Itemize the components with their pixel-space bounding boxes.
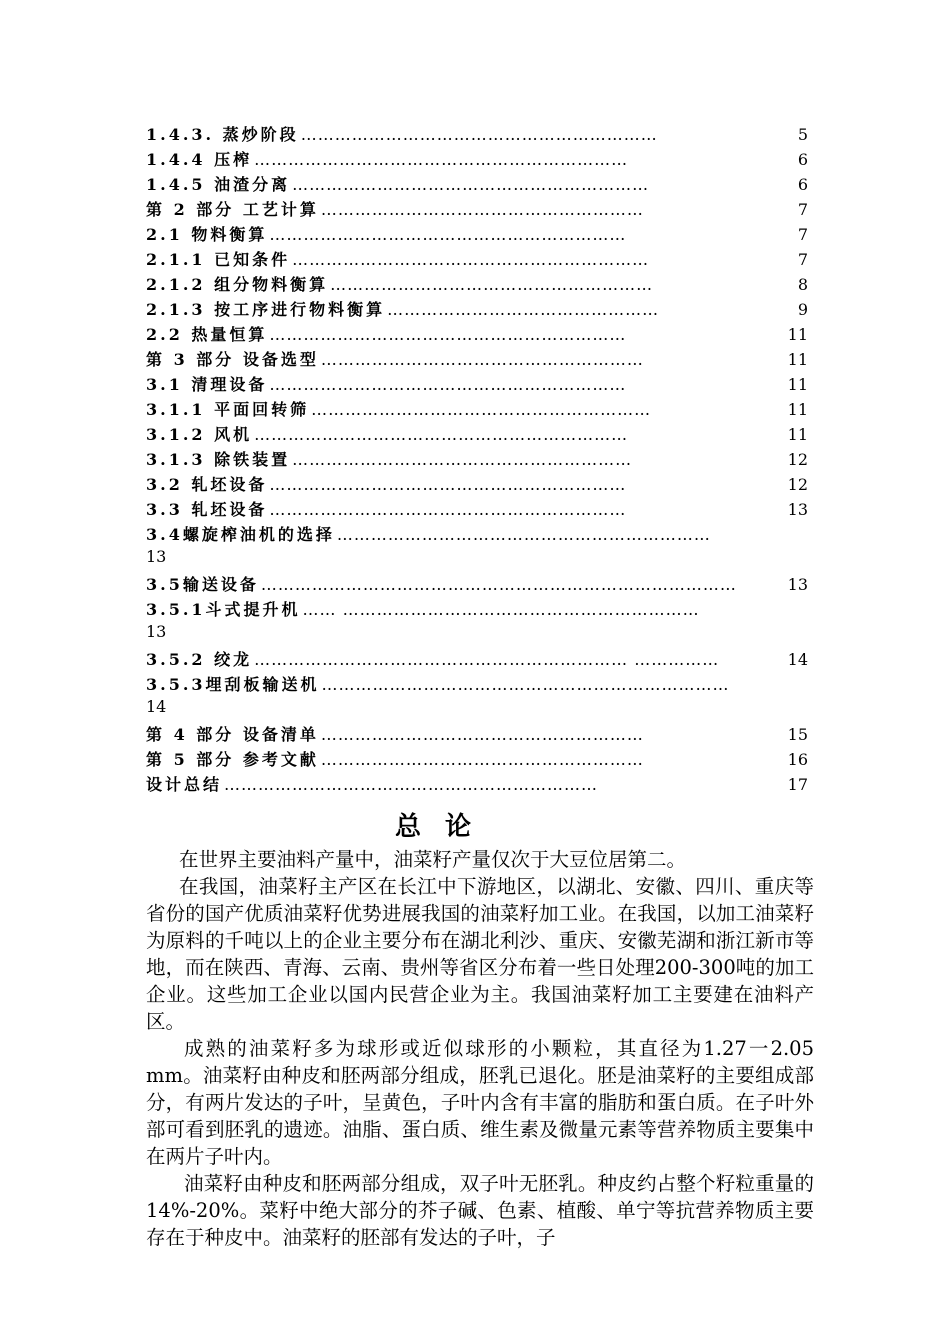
- toc-leader-dots: ………………………………………………………: [292, 175, 650, 194]
- toc-page-line: [146, 697, 808, 722]
- toc-entry[interactable]: [146, 347, 808, 372]
- toc-entry-title: 第 4 部分 设备清单: [146, 725, 319, 744]
- toc-leader-dots: …………………………………………………: [320, 750, 644, 769]
- toc-entry-title: 第 5 部分 参考文献: [146, 750, 319, 769]
- toc-entry[interactable]: [146, 672, 808, 697]
- toc-entry-title: 3.3 轧坯设备: [146, 500, 268, 519]
- toc-leader-dots: ………………………………………………………: [269, 475, 627, 494]
- toc-entry[interactable]: [146, 647, 808, 672]
- toc-entry-title: 3.4螺旋榨油机的选择: [146, 525, 335, 544]
- toc-page-number: 6: [797, 175, 808, 194]
- toc-entry-title: 3.1.3 除铁装置: [146, 450, 291, 469]
- toc-page-number: 15: [787, 725, 808, 744]
- toc-entry-title: 1.4.3. 蒸炒阶段: [146, 125, 299, 144]
- toc-entry-title: 3.2 轧坯设备: [146, 475, 268, 494]
- toc-entry[interactable]: [146, 297, 808, 322]
- toc-page-number: 13: [787, 500, 808, 519]
- toc-page-number: 11: [787, 425, 808, 444]
- toc-entry[interactable]: [146, 172, 808, 197]
- toc-leader-dots: ………………………………………………………………: [321, 675, 730, 694]
- toc-entry-title: 1.4.4 压榨: [146, 150, 253, 169]
- toc-leader-dots: ………………………………………………………: [269, 500, 627, 519]
- toc-page-number: 17: [787, 775, 808, 794]
- toc-entry-title: 第 3 部分 设备选型: [146, 350, 319, 369]
- toc-entry[interactable]: [146, 447, 808, 472]
- toc-entry[interactable]: [146, 497, 808, 522]
- toc-leader-dots: …………………………………………………: [320, 200, 644, 219]
- toc-leader-dots: …………………………………………: [387, 300, 660, 319]
- table-of-contents: [146, 122, 808, 797]
- toc-page-line: [146, 547, 808, 572]
- toc-leader-dots: ………………………………………………………: [269, 375, 627, 394]
- toc-entry-title: 3.5.1斗式提升机: [146, 600, 301, 619]
- toc-page-number: 14: [146, 697, 167, 716]
- toc-entry[interactable]: [146, 422, 808, 447]
- toc-entry-title: 2.2 热量恒算: [146, 325, 268, 344]
- toc-leader-dots: …………………………………………………: [320, 350, 644, 369]
- paragraph: 成熟的油菜籽多为球形或近似球形的小颗粒，其直径为1.27一2.05 mm。油菜籽由种皮和胚两部分组成，胚乳已退化。胚是油菜籽的主要组成部分，有两片发达的子叶，呈黄色，子叶内含有丰富的脂肪和蛋白质。在子叶外部可看到胚乳的遗迹。油脂、蛋白质、维生素及微量元素等营养物质主要集中在两片子叶内。: [146, 1037, 814, 1168]
- section-heading: 总论: [394, 812, 495, 842]
- toc-leader-dots: ………………………………………………………: [269, 225, 627, 244]
- toc-page-number: 13: [787, 575, 808, 594]
- toc-entry[interactable]: [146, 272, 808, 297]
- toc-leader-dots: ………………………………………………………… ……………: [254, 650, 720, 669]
- toc-page-number: 11: [787, 400, 808, 419]
- toc-entry-title: 3.1.1 平面回转筛: [146, 400, 310, 419]
- toc-entry[interactable]: [146, 147, 808, 172]
- toc-entry-title: 3.5输送设备: [146, 575, 259, 594]
- toc-page-number: 13: [146, 622, 167, 641]
- toc-entry[interactable]: [146, 572, 808, 597]
- toc-leader-dots: …………………………………………………: [330, 275, 654, 294]
- toc-entry[interactable]: [146, 747, 808, 772]
- toc-leader-dots: ………………………………………………………: [292, 250, 650, 269]
- toc-page-number: 6: [797, 150, 808, 169]
- toc-entry[interactable]: [146, 222, 808, 247]
- toc-leader-dots: …………………………………………………: [320, 725, 644, 744]
- toc-page-number: 11: [787, 325, 808, 344]
- toc-entry-title: 2.1.1 已知条件: [146, 250, 291, 269]
- toc-entry[interactable]: [146, 472, 808, 497]
- toc-page-number: 11: [787, 375, 808, 394]
- toc-entry[interactable]: [146, 322, 808, 347]
- toc-page-number: 8: [797, 275, 808, 294]
- paragraph: 在世界主要油料产量中，油菜籽产量仅次于大豆位居第二。: [179, 848, 687, 871]
- toc-page-number: 7: [797, 250, 808, 269]
- toc-page-number: 9: [797, 300, 808, 319]
- toc-leader-dots: ……………………………………………………: [292, 450, 633, 469]
- toc-entry-title: 1.4.5 油渣分离: [146, 175, 291, 194]
- toc-page-number: 11: [787, 350, 808, 369]
- toc-leader-dots: …… ………………………………………………………: [302, 600, 700, 619]
- toc-page-number: 5: [797, 125, 808, 144]
- toc-entry-title: 3.1.2 风机: [146, 425, 253, 444]
- toc-entry[interactable]: [146, 247, 808, 272]
- toc-page-number: 14: [787, 650, 808, 669]
- toc-page-line: [146, 622, 808, 647]
- toc-leader-dots: …………………………………………………………………………: [260, 575, 737, 594]
- toc-entry-title: 第 2 部分 工艺计算: [146, 200, 319, 219]
- toc-page-number: 12: [787, 475, 808, 494]
- toc-entry[interactable]: [146, 122, 808, 147]
- toc-entry-title: 设计总结: [146, 775, 223, 794]
- toc-entry-title: 3.1 清理设备: [146, 375, 268, 394]
- toc-entry[interactable]: [146, 197, 808, 222]
- toc-entry[interactable]: [146, 772, 808, 797]
- toc-entry-title: 2.1.2 组分物料衡算: [146, 275, 329, 294]
- paragraph: 油菜籽由种皮和胚两部分组成，双子叶无胚乳。种皮约占整个籽粒重量的14%-20%。菜籽中绝大部分的芥子碱、色素、植酸、单宁等抗营养物质主要存在于种皮中。油菜籽的胚部有发达的子叶，子: [146, 1172, 814, 1249]
- toc-entry[interactable]: [146, 597, 808, 622]
- toc-page-number: 13: [146, 547, 167, 566]
- toc-entry-title: 2.1.3 按工序进行物料衡算: [146, 300, 386, 319]
- toc-page-number: 7: [797, 200, 808, 219]
- toc-entry[interactable]: [146, 372, 808, 397]
- toc-leader-dots: …………………………………………………………: [254, 150, 629, 169]
- toc-page-number: 7: [797, 225, 808, 244]
- toc-leader-dots: ……………………………………………………: [311, 400, 652, 419]
- toc-leader-dots: …………………………………………………………: [336, 525, 711, 544]
- toc-page-number: 16: [787, 750, 808, 769]
- toc-leader-dots: …………………………………………………………: [224, 775, 599, 794]
- toc-entry[interactable]: [146, 522, 808, 547]
- toc-entry-title: 3.5.3埋刮板输送机: [146, 675, 320, 694]
- body-text: [146, 846, 814, 1251]
- paragraph: 在我国，油菜籽主产区在长江中下游地区，以湖北、安徽、四川、重庆等省份的国产优质油菜籽优势进展我国的油菜籽加工业。在我国，以加工油菜籽为原料的千吨以上的企业主要分布在湖北利沙、重庆、安徽芜湖和浙江新市等地，而在陕西、青海、云南、贵州等省区分布着一些日处理200-300吨的加工企业。这些加工企业以国内民营企业为主。我国油菜籽加工主要建在油料产区。: [146, 875, 814, 1033]
- toc-page-number: 12: [787, 450, 808, 469]
- toc-entry-title: 2.1 物料衡算: [146, 225, 268, 244]
- toc-leader-dots: ………………………………………………………: [300, 125, 658, 144]
- toc-entry[interactable]: [146, 722, 808, 747]
- toc-leader-dots: …………………………………………………………: [254, 425, 629, 444]
- toc-entry[interactable]: [146, 397, 808, 422]
- toc-leader-dots: ………………………………………………………: [269, 325, 627, 344]
- toc-entry-title: 3.5.2 绞龙: [146, 650, 253, 669]
